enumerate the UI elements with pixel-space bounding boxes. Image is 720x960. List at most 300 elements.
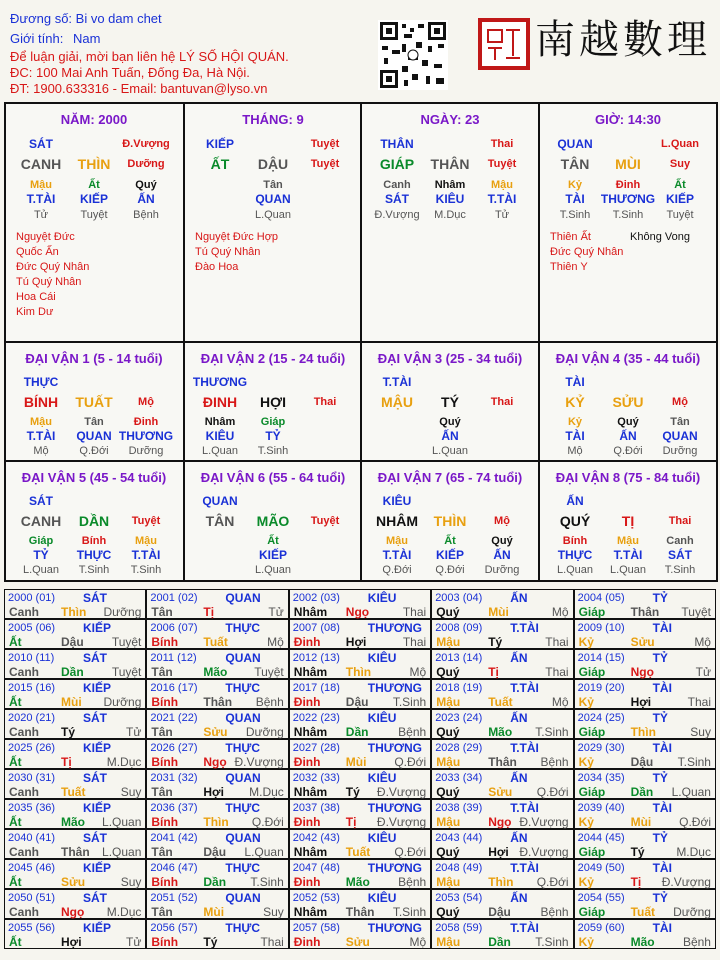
year-cell bbox=[431, 709, 573, 739]
ten-god-stem: THỰC bbox=[23, 375, 59, 389]
hidden-phase: T.Sinh bbox=[78, 564, 110, 576]
year-stem: Đinh bbox=[293, 875, 321, 889]
year-stem: Kỷ bbox=[578, 875, 594, 889]
heavenly-stem: TÂN bbox=[560, 156, 590, 172]
year-ten-god: THỰC bbox=[225, 921, 261, 935]
hidden-ten-god: T.TÀI bbox=[26, 192, 56, 206]
contact-phone-email[interactable]: ĐT: 1900.633316 - Email: bantuvan@lyso.vn bbox=[10, 81, 268, 96]
branch-phase: Mộ bbox=[138, 396, 154, 408]
year-label: 2005 (06) bbox=[8, 622, 56, 634]
earthly-branch: DẦN bbox=[78, 513, 110, 529]
year-ten-god: QUAN bbox=[225, 711, 261, 725]
year-phase: M.Dục bbox=[106, 905, 142, 919]
year-label: 2020 (21) bbox=[8, 712, 56, 724]
year-label: 2035 (36) bbox=[8, 802, 56, 814]
year-cell bbox=[431, 799, 573, 829]
hidden-stem: Kỷ bbox=[567, 179, 583, 191]
year-stem: Mậu bbox=[436, 635, 461, 649]
year-stem: Canh bbox=[9, 725, 39, 739]
year-ten-god: T.TÀI bbox=[510, 921, 539, 935]
dai-van-3 bbox=[362, 343, 538, 459]
year-phase: Q.Đới bbox=[679, 815, 711, 829]
year-phase: Bệnh bbox=[540, 905, 569, 919]
year-ten-god: T.TÀI bbox=[510, 801, 539, 815]
year-cell bbox=[431, 649, 573, 679]
year-cell bbox=[431, 619, 573, 649]
year-phase: Dưỡng bbox=[103, 605, 142, 619]
earthly-branch: TUẤT bbox=[75, 394, 113, 410]
heavenly-stem: CANH bbox=[20, 156, 62, 172]
year-phase: Bệnh bbox=[255, 695, 284, 709]
year-label: 2021 (22) bbox=[150, 712, 198, 724]
year-stem: Giáp bbox=[578, 785, 606, 799]
year-ten-god: THƯƠNG bbox=[367, 681, 422, 695]
qr-code[interactable] bbox=[378, 20, 448, 90]
year-ten-god: ẤN bbox=[510, 711, 528, 725]
year-phase: Suy bbox=[263, 905, 284, 919]
year-branch: Thân bbox=[630, 605, 660, 619]
year-label: 2029 (30) bbox=[577, 742, 625, 754]
year-ten-god: KIẾP bbox=[83, 621, 112, 635]
shensha-item: Nguyệt Đức Hợp bbox=[195, 231, 279, 243]
dai-van-2 bbox=[185, 343, 361, 459]
hidden-ten-god: TÀI bbox=[565, 192, 585, 206]
year-phase: L.Quan bbox=[244, 845, 284, 859]
year-phase: Thai bbox=[545, 635, 569, 649]
hidden-ten-god: KIÊU bbox=[205, 429, 235, 443]
year-label: 2038 (39) bbox=[435, 802, 483, 814]
year-ten-god: KIẾP bbox=[83, 801, 112, 815]
year-label: 2028 (29) bbox=[435, 742, 483, 754]
hidden-phase: L.Quan bbox=[556, 564, 594, 576]
year-stem: Mậu bbox=[436, 935, 461, 949]
year-phase: L.Quan bbox=[102, 815, 142, 829]
year-phase: Thai bbox=[545, 665, 569, 679]
year-label: 2051 (52) bbox=[150, 892, 198, 904]
hidden-stem: Mậu bbox=[617, 535, 639, 547]
red-seal-logo bbox=[478, 18, 530, 70]
hidden-ten-god: QUAN bbox=[255, 192, 291, 206]
year-cell bbox=[289, 679, 431, 709]
year-ten-god: TỶ bbox=[652, 711, 668, 725]
year-label: 2047 (48) bbox=[292, 862, 340, 874]
year-label: 2006 (07) bbox=[150, 622, 198, 634]
year-phase: Mộ bbox=[409, 665, 427, 679]
ten-god-stem: THƯƠNG bbox=[192, 375, 248, 389]
year-branch: Thìn bbox=[630, 725, 656, 739]
year-label: 2023 (24) bbox=[435, 712, 483, 724]
year-ten-god: KIẾP bbox=[83, 861, 112, 875]
shensha-item: Không Vong bbox=[630, 231, 690, 243]
hidden-stem: Ất bbox=[674, 179, 686, 191]
year-cell bbox=[146, 619, 288, 649]
year-cell bbox=[574, 889, 716, 919]
hidden-ten-god: T.TÀI bbox=[131, 548, 161, 562]
year-phase: L.Quan bbox=[102, 845, 142, 859]
branch-phase: Dưỡng bbox=[127, 158, 165, 170]
year-stem: Kỷ bbox=[578, 815, 594, 829]
year-ten-god: TỶ bbox=[652, 831, 668, 845]
year-phase: Đ.Vượng bbox=[234, 755, 284, 769]
hidden-ten-god: KIÊU bbox=[435, 192, 465, 206]
year-label: 2058 (59) bbox=[435, 922, 483, 934]
year-stem: Nhâm bbox=[293, 725, 328, 739]
year-phase: Đ.Vượng bbox=[661, 875, 711, 889]
year-label: 2014 (15) bbox=[577, 652, 625, 664]
year-branch: Tị bbox=[488, 665, 499, 679]
year-label: 2018 (19) bbox=[435, 682, 483, 694]
year-stem: Nhâm bbox=[293, 785, 328, 799]
ten-god-stem: KIẾP bbox=[205, 137, 234, 151]
year-cell bbox=[289, 799, 431, 829]
pillar-2 bbox=[185, 104, 361, 340]
year-branch: Tuất bbox=[630, 905, 656, 919]
year-stem: Ất bbox=[9, 635, 22, 649]
year-branch: Tuất bbox=[61, 785, 86, 799]
year-cell bbox=[146, 679, 288, 709]
year-stem: Canh bbox=[9, 605, 39, 619]
year-ten-god: SÁT bbox=[83, 771, 107, 785]
hidden-phase: Tuyệt bbox=[666, 209, 694, 221]
year-branch: Thân bbox=[203, 695, 233, 709]
shensha-item: Nguyệt Đức bbox=[16, 231, 75, 243]
stem-phase: Thai bbox=[490, 138, 514, 150]
year-label: 2011 (12) bbox=[150, 652, 197, 664]
year-ten-god: ẤN bbox=[510, 591, 528, 605]
year-cell bbox=[4, 769, 146, 799]
year-cell bbox=[574, 769, 716, 799]
year-label: 2043 (44) bbox=[435, 832, 483, 844]
stem-phase: L.Quan bbox=[661, 138, 699, 150]
year-ten-god: QUAN bbox=[225, 831, 261, 845]
year-stem: Ất bbox=[9, 695, 22, 709]
year-ten-god: TÀI bbox=[652, 861, 672, 875]
year-branch: Mão bbox=[345, 875, 370, 889]
year-ten-god: THỰC bbox=[225, 801, 261, 815]
heavenly-stem: MẬU bbox=[381, 394, 413, 410]
ten-god-stem: TÀI bbox=[565, 375, 585, 389]
year-phase: T.Sinh bbox=[677, 755, 711, 769]
year-stem: Nhâm bbox=[293, 605, 328, 619]
year-stem: Tân bbox=[151, 785, 173, 799]
year-label: 2055 (56) bbox=[8, 922, 56, 934]
pillar-title: NĂM: 2000 bbox=[60, 112, 128, 127]
earthly-branch: MÃO bbox=[256, 513, 290, 529]
year-phase: Tuyệt bbox=[681, 605, 711, 619]
hidden-phase: L.Quan bbox=[254, 564, 292, 576]
hidden-phase: Tử bbox=[33, 209, 49, 221]
hidden-phase: Tuyệt bbox=[80, 209, 108, 221]
ten-god-stem: SÁT bbox=[29, 137, 53, 151]
hidden-stem: Đinh bbox=[133, 416, 159, 428]
year-cell bbox=[146, 739, 288, 769]
year-label: 2036 (37) bbox=[150, 802, 198, 814]
year-branch: Ngọ bbox=[488, 815, 512, 829]
hidden-ten-god: KIẾP bbox=[79, 192, 108, 206]
hidden-stem: Canh bbox=[666, 535, 694, 547]
year-stem: Bính bbox=[151, 635, 179, 649]
hidden-phase: L.Quan bbox=[431, 445, 469, 457]
year-branch: Mão bbox=[203, 665, 228, 679]
ten-god-stem: THÂN bbox=[380, 137, 414, 151]
ten-god-stem: QUAN bbox=[202, 494, 238, 508]
hidden-ten-god: KIẾP bbox=[665, 192, 694, 206]
year-ten-god: QUAN bbox=[225, 891, 261, 905]
dai-van-title: ĐẠI VẬN 7 (65 - 74 tuổi) bbox=[377, 470, 523, 485]
year-ten-god: SÁT bbox=[83, 831, 107, 845]
hidden-phase: T.Sinh bbox=[612, 209, 644, 221]
hidden-stem: Giáp bbox=[260, 416, 286, 428]
year-phase: Q.Đới bbox=[251, 815, 284, 829]
year-cell bbox=[574, 829, 716, 859]
hidden-stem: Mậu bbox=[491, 179, 513, 191]
hidden-stem: Nhâm bbox=[204, 416, 236, 428]
year-label: 2059 (60) bbox=[577, 922, 625, 934]
year-stem: Quý bbox=[436, 725, 460, 739]
pillar-title: THÁNG: 9 bbox=[242, 112, 304, 127]
year-branch: Thìn bbox=[61, 605, 87, 619]
hidden-ten-god: QUAN bbox=[662, 429, 698, 443]
year-cell bbox=[4, 709, 146, 739]
year-cell bbox=[574, 859, 716, 889]
year-cell bbox=[146, 649, 288, 679]
year-cell bbox=[574, 679, 716, 709]
year-ten-god: KIẾP bbox=[83, 921, 112, 935]
year-phase: Tử bbox=[126, 725, 142, 739]
year-cell bbox=[431, 889, 573, 919]
year-branch: Sửu bbox=[345, 935, 370, 949]
hidden-stem: Bính bbox=[562, 535, 588, 547]
year-ten-god: KIÊU bbox=[367, 771, 397, 785]
year-cell bbox=[4, 919, 146, 949]
shensha-item: Hoa Cái bbox=[16, 291, 56, 303]
year-label: 2022 (23) bbox=[292, 712, 340, 724]
year-label: 2024 (25) bbox=[577, 712, 625, 724]
year-stem: Bính bbox=[151, 815, 179, 829]
branch-phase: Tuyệt bbox=[310, 515, 340, 527]
year-ten-god: T.TÀI bbox=[510, 621, 539, 635]
year-phase: T.Sinh bbox=[535, 935, 569, 949]
year-branch: Hợi bbox=[630, 695, 652, 709]
heavenly-stem: BÍNH bbox=[23, 394, 59, 410]
year-phase: T.Sinh bbox=[392, 905, 427, 919]
year-label: 2037 (38) bbox=[292, 802, 340, 814]
hidden-stem: Ất bbox=[444, 535, 456, 547]
year-branch: Sửu bbox=[203, 725, 228, 739]
year-branch: Tuất bbox=[345, 845, 371, 859]
hidden-stem: Nhâm bbox=[434, 179, 466, 191]
year-branch: Thìn bbox=[488, 875, 514, 889]
year-ten-god: THƯƠNG bbox=[367, 621, 422, 635]
year-label: 2001 (02) bbox=[150, 592, 198, 604]
year-stem: Tân bbox=[151, 845, 173, 859]
hidden-phase: T.Sinh bbox=[559, 209, 591, 221]
hidden-phase: L.Quan bbox=[22, 564, 60, 576]
year-ten-god: TÀI bbox=[652, 621, 672, 635]
year-label: 2049 (50) bbox=[577, 862, 625, 874]
year-branch: Dậu bbox=[203, 845, 227, 859]
dai-van-title: ĐẠI VẬN 4 (35 - 44 tuổi) bbox=[555, 351, 701, 366]
year-phase: Dưỡng bbox=[673, 905, 711, 919]
year-phase: Thai bbox=[687, 695, 711, 709]
year-ten-god: T.TÀI bbox=[510, 741, 539, 755]
year-cell bbox=[431, 679, 573, 709]
hidden-stem: Quý bbox=[491, 535, 513, 547]
hidden-ten-god: T.TÀI bbox=[382, 548, 412, 562]
year-cell bbox=[289, 919, 431, 949]
year-cell bbox=[574, 799, 716, 829]
year-phase: Tử bbox=[695, 665, 711, 679]
year-cell bbox=[4, 589, 146, 619]
hidden-stem: Mậu bbox=[30, 179, 52, 191]
year-branch: Thìn bbox=[203, 815, 229, 829]
year-cell bbox=[574, 619, 716, 649]
year-ten-god: ẤN bbox=[510, 771, 528, 785]
year-ten-god: KIÊU bbox=[367, 651, 397, 665]
year-ten-god: TỶ bbox=[652, 651, 668, 665]
year-ten-god: T.TÀI bbox=[510, 681, 539, 695]
year-cell bbox=[431, 859, 573, 889]
year-branch: Tý bbox=[203, 935, 218, 949]
year-label: 2009 (10) bbox=[577, 622, 625, 634]
year-stem: Quý bbox=[436, 605, 460, 619]
hidden-stem: Giáp bbox=[28, 535, 54, 547]
year-stem: Đinh bbox=[293, 635, 321, 649]
year-stem: Đinh bbox=[293, 695, 321, 709]
year-cell bbox=[289, 829, 431, 859]
year-label: 2039 (40) bbox=[577, 802, 625, 814]
shensha-item: Đức Quý Nhân bbox=[550, 246, 624, 258]
year-cell bbox=[4, 649, 146, 679]
year-branch: Thân bbox=[61, 845, 90, 859]
hidden-stem: Kỷ bbox=[567, 416, 583, 428]
year-phase: Thai bbox=[402, 635, 427, 649]
hidden-phase: Q.Đới bbox=[382, 564, 412, 576]
year-ten-god: KIÊU bbox=[367, 591, 397, 605]
year-branch: Sửu bbox=[61, 875, 86, 889]
contact-address: ĐC: 100 Mai Anh Tuấn, Đống Đa, Hà Nội. bbox=[10, 65, 250, 80]
year-phase: Suy bbox=[120, 875, 142, 889]
year-ten-god: QUAN bbox=[225, 591, 261, 605]
year-ten-god: TÀI bbox=[652, 801, 672, 815]
year-branch: Mùi bbox=[61, 695, 82, 709]
year-ten-god: ẤN bbox=[510, 891, 528, 905]
year-ten-god: T.TÀI bbox=[510, 861, 539, 875]
year-branch: Dần bbox=[488, 935, 511, 949]
year-branch: Mùi bbox=[345, 755, 367, 769]
year-phase: M.Dục bbox=[106, 755, 142, 769]
year-branch: Tuất bbox=[488, 695, 513, 709]
hidden-stem: Mậu bbox=[135, 535, 157, 547]
owner-line bbox=[10, 10, 162, 28]
year-label: 2016 (17) bbox=[150, 682, 198, 694]
year-branch: Dậu bbox=[345, 695, 369, 709]
hidden-ten-god: THƯƠNG bbox=[600, 192, 656, 206]
year-cell bbox=[4, 859, 146, 889]
ten-god-stem: SÁT bbox=[29, 494, 53, 508]
year-label: 2054 (55) bbox=[577, 892, 625, 904]
year-label: 2031 (32) bbox=[150, 772, 198, 784]
year-stem: Quý bbox=[436, 845, 460, 859]
year-stem: Bính bbox=[151, 875, 179, 889]
year-stem: Kỷ bbox=[578, 755, 594, 769]
hidden-phase: Mộ bbox=[567, 445, 583, 457]
year-cell bbox=[574, 589, 716, 619]
dai-van-7 bbox=[362, 462, 538, 578]
dai-van-title: ĐẠI VẬN 3 (25 - 34 tuổi) bbox=[377, 351, 523, 366]
year-branch: Ngọ bbox=[203, 755, 227, 769]
year-phase: Đ.Vượng bbox=[519, 815, 569, 829]
year-cell bbox=[431, 739, 573, 769]
year-ten-god: THỰC bbox=[225, 861, 261, 875]
heavenly-stem: GIÁP bbox=[379, 156, 415, 172]
year-phase: Thai bbox=[402, 605, 427, 619]
hidden-stem: Quý bbox=[439, 416, 461, 428]
hidden-ten-god: KIẾP bbox=[435, 548, 464, 562]
hidden-ten-god: TỶ bbox=[33, 548, 49, 562]
heavenly-stem: ĐINH bbox=[202, 394, 238, 410]
year-stem: Mậu bbox=[436, 695, 461, 709]
year-phase: T.Sinh bbox=[392, 695, 427, 709]
hidden-phase: Mộ bbox=[33, 445, 49, 457]
year-ten-god: THỰC bbox=[225, 741, 261, 755]
year-cell bbox=[574, 919, 716, 949]
year-stem: Bính bbox=[151, 755, 179, 769]
year-phase: Mộ bbox=[409, 935, 427, 949]
hidden-ten-god: ẤN bbox=[441, 429, 459, 443]
year-branch: Dần bbox=[630, 785, 654, 799]
year-stem: Tân bbox=[151, 665, 173, 679]
hidden-phase: L.Quan bbox=[609, 564, 647, 576]
year-label: 2019 (20) bbox=[577, 682, 625, 694]
year-stem: Ất bbox=[9, 935, 22, 949]
dai-van-title: ĐẠI VẬN 2 (15 - 24 tuổi) bbox=[200, 351, 346, 366]
year-branch: Mùi bbox=[630, 815, 652, 829]
year-cell bbox=[4, 739, 146, 769]
dai-van-5 bbox=[6, 462, 182, 578]
hidden-ten-god: ẤN bbox=[619, 429, 637, 443]
pillar-3 bbox=[362, 104, 538, 340]
year-branch: Ngọ bbox=[345, 605, 370, 619]
earthly-branch: TÝ bbox=[441, 394, 459, 410]
year-stem: Bính bbox=[151, 935, 179, 949]
dai-van-title: ĐẠI VẬN 8 (75 - 84 tuổi) bbox=[555, 470, 701, 485]
year-branch: Tý bbox=[488, 635, 503, 649]
hidden-ten-god: T.TÀI bbox=[487, 192, 517, 206]
year-label: 2050 (51) bbox=[8, 892, 56, 904]
year-phase: Bệnh bbox=[398, 725, 427, 739]
year-ten-god: THỰC bbox=[225, 621, 261, 635]
earthly-branch: MÙI bbox=[615, 156, 641, 172]
owner-value: Bi vo dam chet bbox=[75, 11, 162, 26]
hidden-phase: M.Dục bbox=[434, 209, 466, 221]
year-phase: Suy bbox=[690, 725, 711, 739]
year-cell bbox=[289, 769, 431, 799]
shensha-item: Thiên Y bbox=[550, 261, 588, 273]
year-branch: Hợi bbox=[61, 935, 82, 949]
year-ten-god: KIẾP bbox=[83, 681, 112, 695]
year-phase: Mộ bbox=[551, 695, 569, 709]
year-branch: Thân bbox=[345, 905, 375, 919]
year-label: 2007 (08) bbox=[292, 622, 340, 634]
year-ten-god: THƯƠNG bbox=[367, 921, 422, 935]
year-branch: Tị bbox=[203, 605, 215, 619]
year-label: 2000 (01) bbox=[8, 592, 56, 604]
hidden-ten-god: SÁT bbox=[668, 548, 692, 562]
heavenly-stem: TÂN bbox=[205, 513, 235, 529]
year-branch: Hợi bbox=[203, 785, 224, 799]
hidden-phase: T.Sinh bbox=[130, 564, 162, 576]
